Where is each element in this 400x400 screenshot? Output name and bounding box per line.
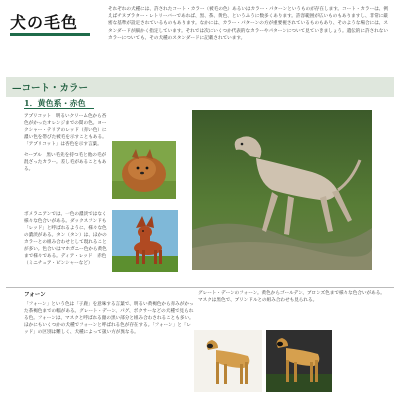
fawn-section	[24, 292, 194, 336]
column-text-1	[24, 113, 108, 173]
section-heading-text: コート・カラー	[21, 83, 89, 94]
col1-para-1: アプリコット 明るいクリーム色から杏色がかったオレンジまでの間の色。ヨークシャー・テリアのレッド（赤い色）に濃い色を帯びた被毛を示すこともある。「アプリコット」は杏色を示す言葉。	[24, 114, 107, 147]
pomeranian-photo	[112, 141, 176, 199]
sub-heading-underline	[24, 108, 94, 109]
great-dane-photo-1	[194, 330, 262, 392]
section-heading: —コート・カラー	[12, 83, 89, 94]
intro-text: それぞれの犬種には、許されたコート・カラー（被毛の色）あるいはカラー・パターンというものが存在します。コート・カラーは、例えばチヌブラター・レトリーバーであれば、黒、茶、黄色、というふうに数多くあります。許容範囲が広いものもありますし、非常に厳密な基準が設定されているものもあります。なかには、カラー・パターンの方が重要視されているものもあり、そのような場合には、スタンダードが細かく指定しています。それでは次にいくつか代表的なカラーやパターンについて見ていきましょう。遺伝的に許されないカラーについても、その犬種のスタンダードに記載されています。	[108, 7, 388, 41]
great-dane-photo-2	[266, 330, 332, 392]
fawn-heading: フォーン	[24, 292, 46, 298]
column-text-2: ポメラニアンでは、一色の濃淡ではなく様々な色合いがある。ダックスフンドも「レッド」と呼ばれるように、様々な色の濃淡がある。タン（タン）は、ほかのカラーとの組み合わせとして現れることが多い。色合いはマホガニー色から黄色まで様々である。ディア・レッド 赤色（ミニチュア・ピンシャーなど）	[24, 212, 107, 266]
section-divider	[6, 287, 394, 288]
great-dane-caption: グレート・デーンのフォーン。黄色からゴールデン、ブロンズ色まで様々な色合いがある。マスクは黒色で、ブリンドルとの組み合わせも見られる。	[198, 291, 385, 303]
page-title: 犬の毛色	[10, 13, 79, 32]
title-underline	[10, 33, 90, 36]
miniature-pinscher-photo	[112, 210, 178, 272]
sub-heading: 1．黄色系・赤色	[24, 98, 86, 108]
italian-greyhound-photo	[192, 110, 372, 270]
fawn-text: 「フォーン」という色は「子鹿」を意味する言葉で、明るい黄褐色から赤みがかった茶褐色までの幅がある。グレート・デーン、パグ、ボクサーなどの犬種で見られる色。フォーンは、マスクと呼ばれる顔の黒い部分と組み合わされることも多い。ほかにもいくつかの犬種でフォーンと呼ばれる色が存在する。「フォーン」と「レッド」の区別は難しく、犬種によって扱い方が異なる。	[24, 302, 194, 335]
col1-para-2: セーブル 黒い毛先を持つ毛と他の毛が混ざったカラー。差し毛があることもある。	[24, 153, 107, 172]
